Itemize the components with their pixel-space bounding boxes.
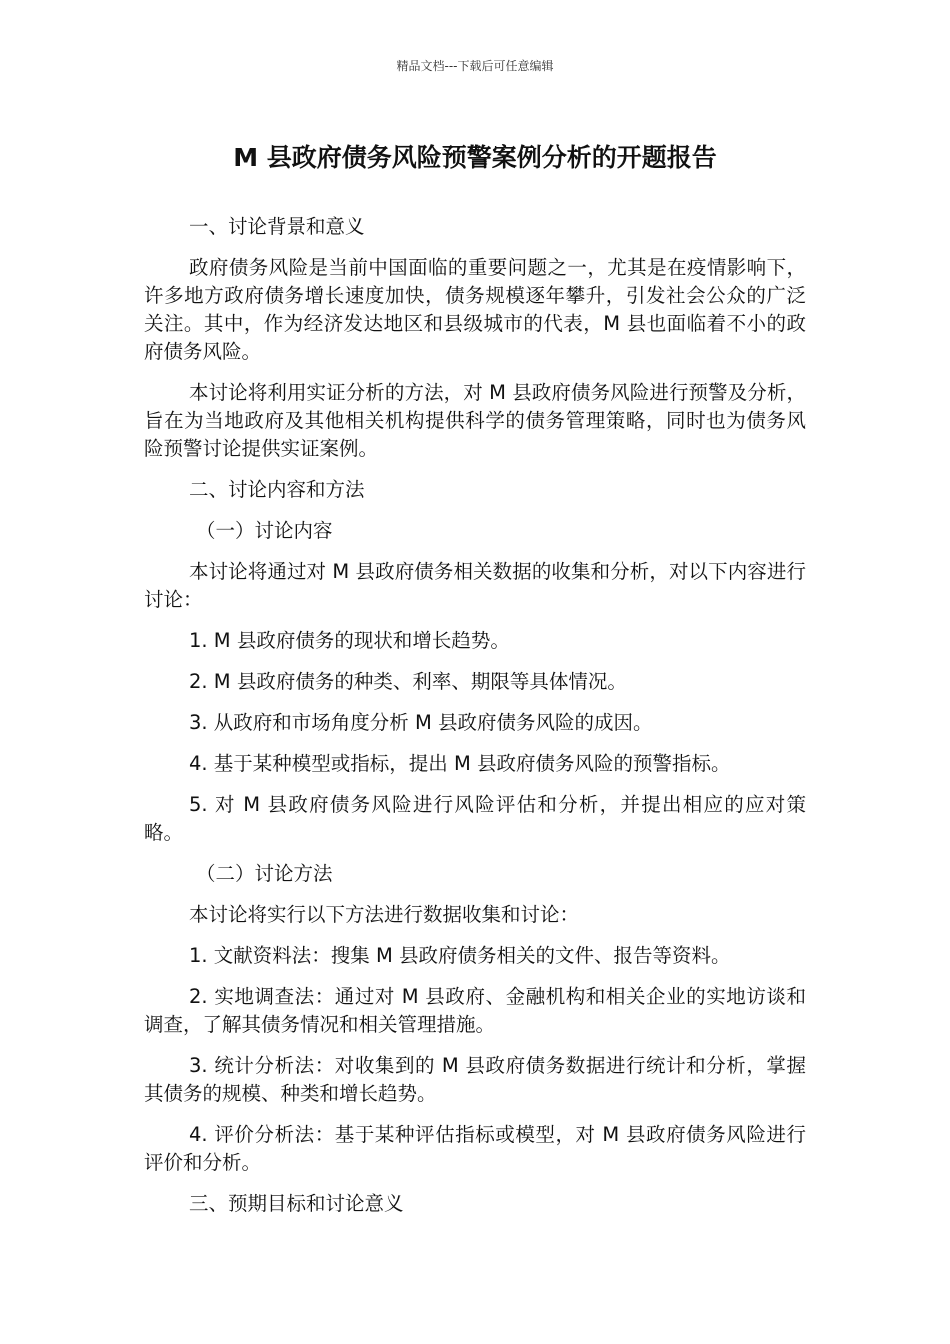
list-item: 2. M 县政府债务的种类、利率、期限等具体情况。 <box>189 670 627 693</box>
body-paragraph: 政府债务风险是当前中国面临的重要问题之一，尤其是在疫情影响下，许多地方政府债务增长速度加快，债务规模逐年攀升，引发社会公众的广泛关注。其中，作为经济发达地区和县级城市的代表，M 县也面临着不小的政府债务风险。 <box>144 256 806 363</box>
list-item: 3. 从政府和市场角度分析 M 县政府债务风险的成因。 <box>189 711 653 734</box>
list-item: 5. 对 M 县政府债务风险进行风险评估和分析，并提出相应的应对策略。 <box>144 793 806 844</box>
body-paragraph: 本讨论将利用实证分析的方法，对 M 县政府债务风险进行预警及分析，旨在为当地政府及其他相关机构提供科学的债务管理策略，同时也为债务风险预警讨论提供实证案例。 <box>144 381 806 460</box>
list-item: 1. M 县政府债务的现状和增长趋势。 <box>189 629 510 652</box>
list-item: 4. 基于某种模型或指标，提出 M 县政府债务风险的预警指标。 <box>189 752 731 775</box>
section-heading: 一、讨论背景和意义 <box>189 215 365 238</box>
section-heading: 二、讨论内容和方法 <box>189 478 365 501</box>
body-paragraph: 本讨论将通过对 M 县政府债务相关数据的收集和分析，对以下内容进行讨论： <box>144 560 806 611</box>
document-title: M 县政府债务风险预警案例分析的开题报告 <box>233 143 717 172</box>
subsection-heading: （二）讨论方法 <box>196 862 333 885</box>
list-item: 3. 统计分析法：对收集到的 M 县政府债务数据进行统计和分析，掌握其债务的规模、种类和增长趋势。 <box>144 1054 806 1105</box>
subsection-heading: （一）讨论内容 <box>196 519 333 542</box>
section-heading: 三、预期目标和讨论意义 <box>189 1192 404 1215</box>
list-item: 4. 评价分析法：基于某种评估指标或模型，对 M 县政府债务风险进行评价和分析。 <box>144 1123 806 1174</box>
body-paragraph: 本讨论将实行以下方法进行数据收集和讨论： <box>189 903 580 926</box>
list-item: 1. 文献资料法：搜集 M 县政府债务相关的文件、报告等资料。 <box>189 944 731 967</box>
list-item: 2. 实地调查法：通过对 M 县政府、金融机构和相关企业的实地访谈和调查，了解其债务情况和相关管理措施。 <box>144 985 806 1036</box>
page-header-note: 精品文档---下载后可任意编辑 <box>396 59 554 73</box>
document-body <box>144 213 806 1231</box>
